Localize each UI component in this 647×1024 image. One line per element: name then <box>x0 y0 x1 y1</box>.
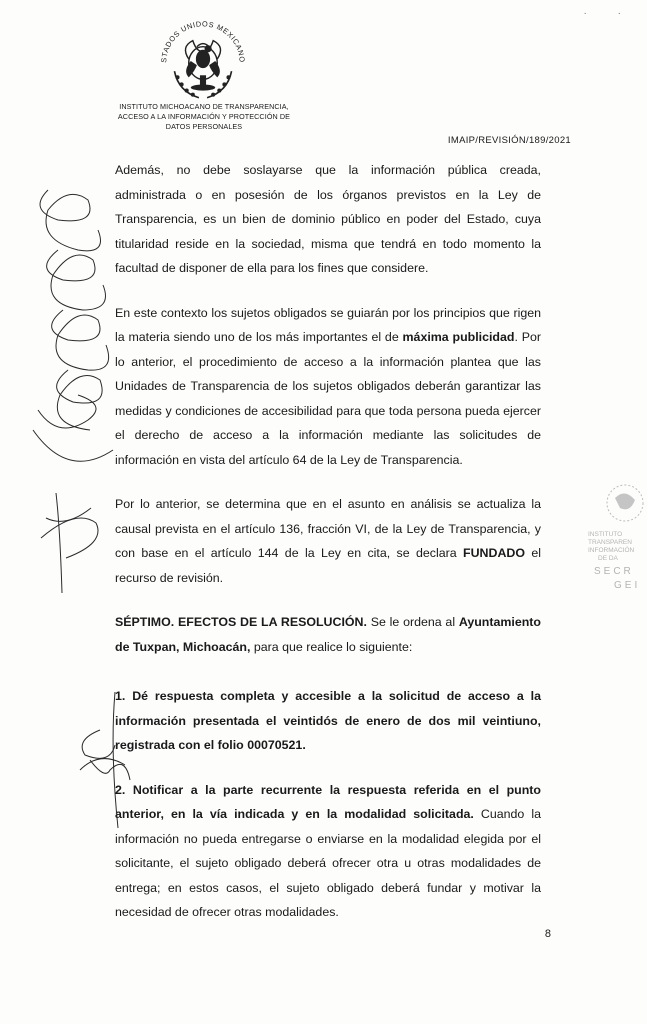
stamp-text: INSTITUTO <box>588 531 623 538</box>
institute-name <box>114 102 294 132</box>
paragraph-text: el recurso de revisión. <box>115 546 541 585</box>
paragraph-text: para que realice lo siguiente: <box>250 639 413 654</box>
paragraph-text: Por lo anterior, se determina que en el asunto en análisis se actualiza la causal prevista en el artículo 136, fracción VI, de la Ley de Transparencia, y con base en el artículo 144 de la Ley en cita, se declara <box>115 497 541 560</box>
institute-line: ACCESO A LA INFORMACIÓN Y PROTECCIÓN DE <box>117 112 291 121</box>
institute-line: DATOS PERSONALES <box>165 122 243 131</box>
institute-line: INSTITUTO MICHOACANO DE TRANSPARENCIA, <box>119 102 289 111</box>
order-item-2 <box>115 778 541 925</box>
signature-scribble-icon <box>18 180 118 480</box>
order-item-text: 2. Notificar a la parte recurrente la respuesta referida en el punto anterior, en la vía indicada y en la modalidad solicitada. <box>115 782 541 821</box>
order-item-text: 1. Dé respuesta completa y accesible a la solicitud de acceso a la información presentada el veintidós de enero de dos mil veintiuno, registrada con el folio 00070521. <box>115 689 541 752</box>
seal-arc-text: STADOS UNIDOS MEXICANO <box>159 19 247 64</box>
paragraph-text: En este contexto los sujetos obligados se guiarán por los principios que rigen la materia siendo uno de los más importantes el de <box>115 305 541 344</box>
page-number: 8 <box>544 928 551 940</box>
paragraph-text: . Por lo anterior, el procedimiento de acceso a la información plantea que las Unidades de Transparencia de los sujetos obligados deberán garantizar las medidas y condiciones de accesibilidad para que toda persona pueda ejercer el derecho de acceso a la información mediante las solicitudes de información en vista del artículo 64 de la Ley de Transparencia. <box>115 330 542 467</box>
stamp-text: SECR <box>594 566 634 577</box>
initials-scribble-icon <box>36 488 116 598</box>
order-item-1 <box>115 684 541 758</box>
paragraph-public-information: Además, no debe soslayarse que la información pública creada, administrada o en posesión de los órganos previstos en la Ley de Transparencia, es un bien de dominio público en poder del Estado, cuya titularidad reside en la sociedad, misma que tendrá en todo momento la facultad de disponer de ella para los fines que considere. <box>115 163 541 275</box>
paragraph-maximum-publicity <box>115 301 541 473</box>
stamp-text: DE DA <box>598 555 618 562</box>
paragraph-ruling <box>115 492 541 590</box>
paragraph-text: Se le ordena al <box>366 615 459 629</box>
case-reference: IMAIP/REVISIÓN/189/2021 <box>447 135 571 146</box>
initials-scribble-icon <box>70 690 140 830</box>
national-seal-icon <box>152 10 254 112</box>
stamp-text: INFORMACIÓN <box>588 547 635 554</box>
paragraph-emphasis: máxima publicidad <box>402 330 515 344</box>
institution-stamp-icon <box>580 478 647 608</box>
stamp-text: GEI <box>614 580 641 591</box>
document-body <box>115 158 541 925</box>
paragraph-emphasis: Ayuntamiento de Tuxpan, Michoacán, <box>115 615 541 654</box>
stamp-text: TRANSPAREN <box>588 539 632 546</box>
section-heading: SÉPTIMO. EFECTOS DE LA RESOLUCIÓN. <box>115 615 367 629</box>
paragraph-text: Cuando la información no pueda entregarse o enviarse en la modalidad elegida por el solicitante, el sujeto obligado deberá ofrecer otra u otras modalidades de entrega; en estos casos, el sujeto obligado deberá fundar y motivar la necesidad de ofrecer otras modalidades. <box>115 807 541 919</box>
paragraph-emphasis: FUNDADO <box>463 546 525 560</box>
corner-marks: · · <box>583 8 635 19</box>
paragraph-effects <box>115 610 541 659</box>
